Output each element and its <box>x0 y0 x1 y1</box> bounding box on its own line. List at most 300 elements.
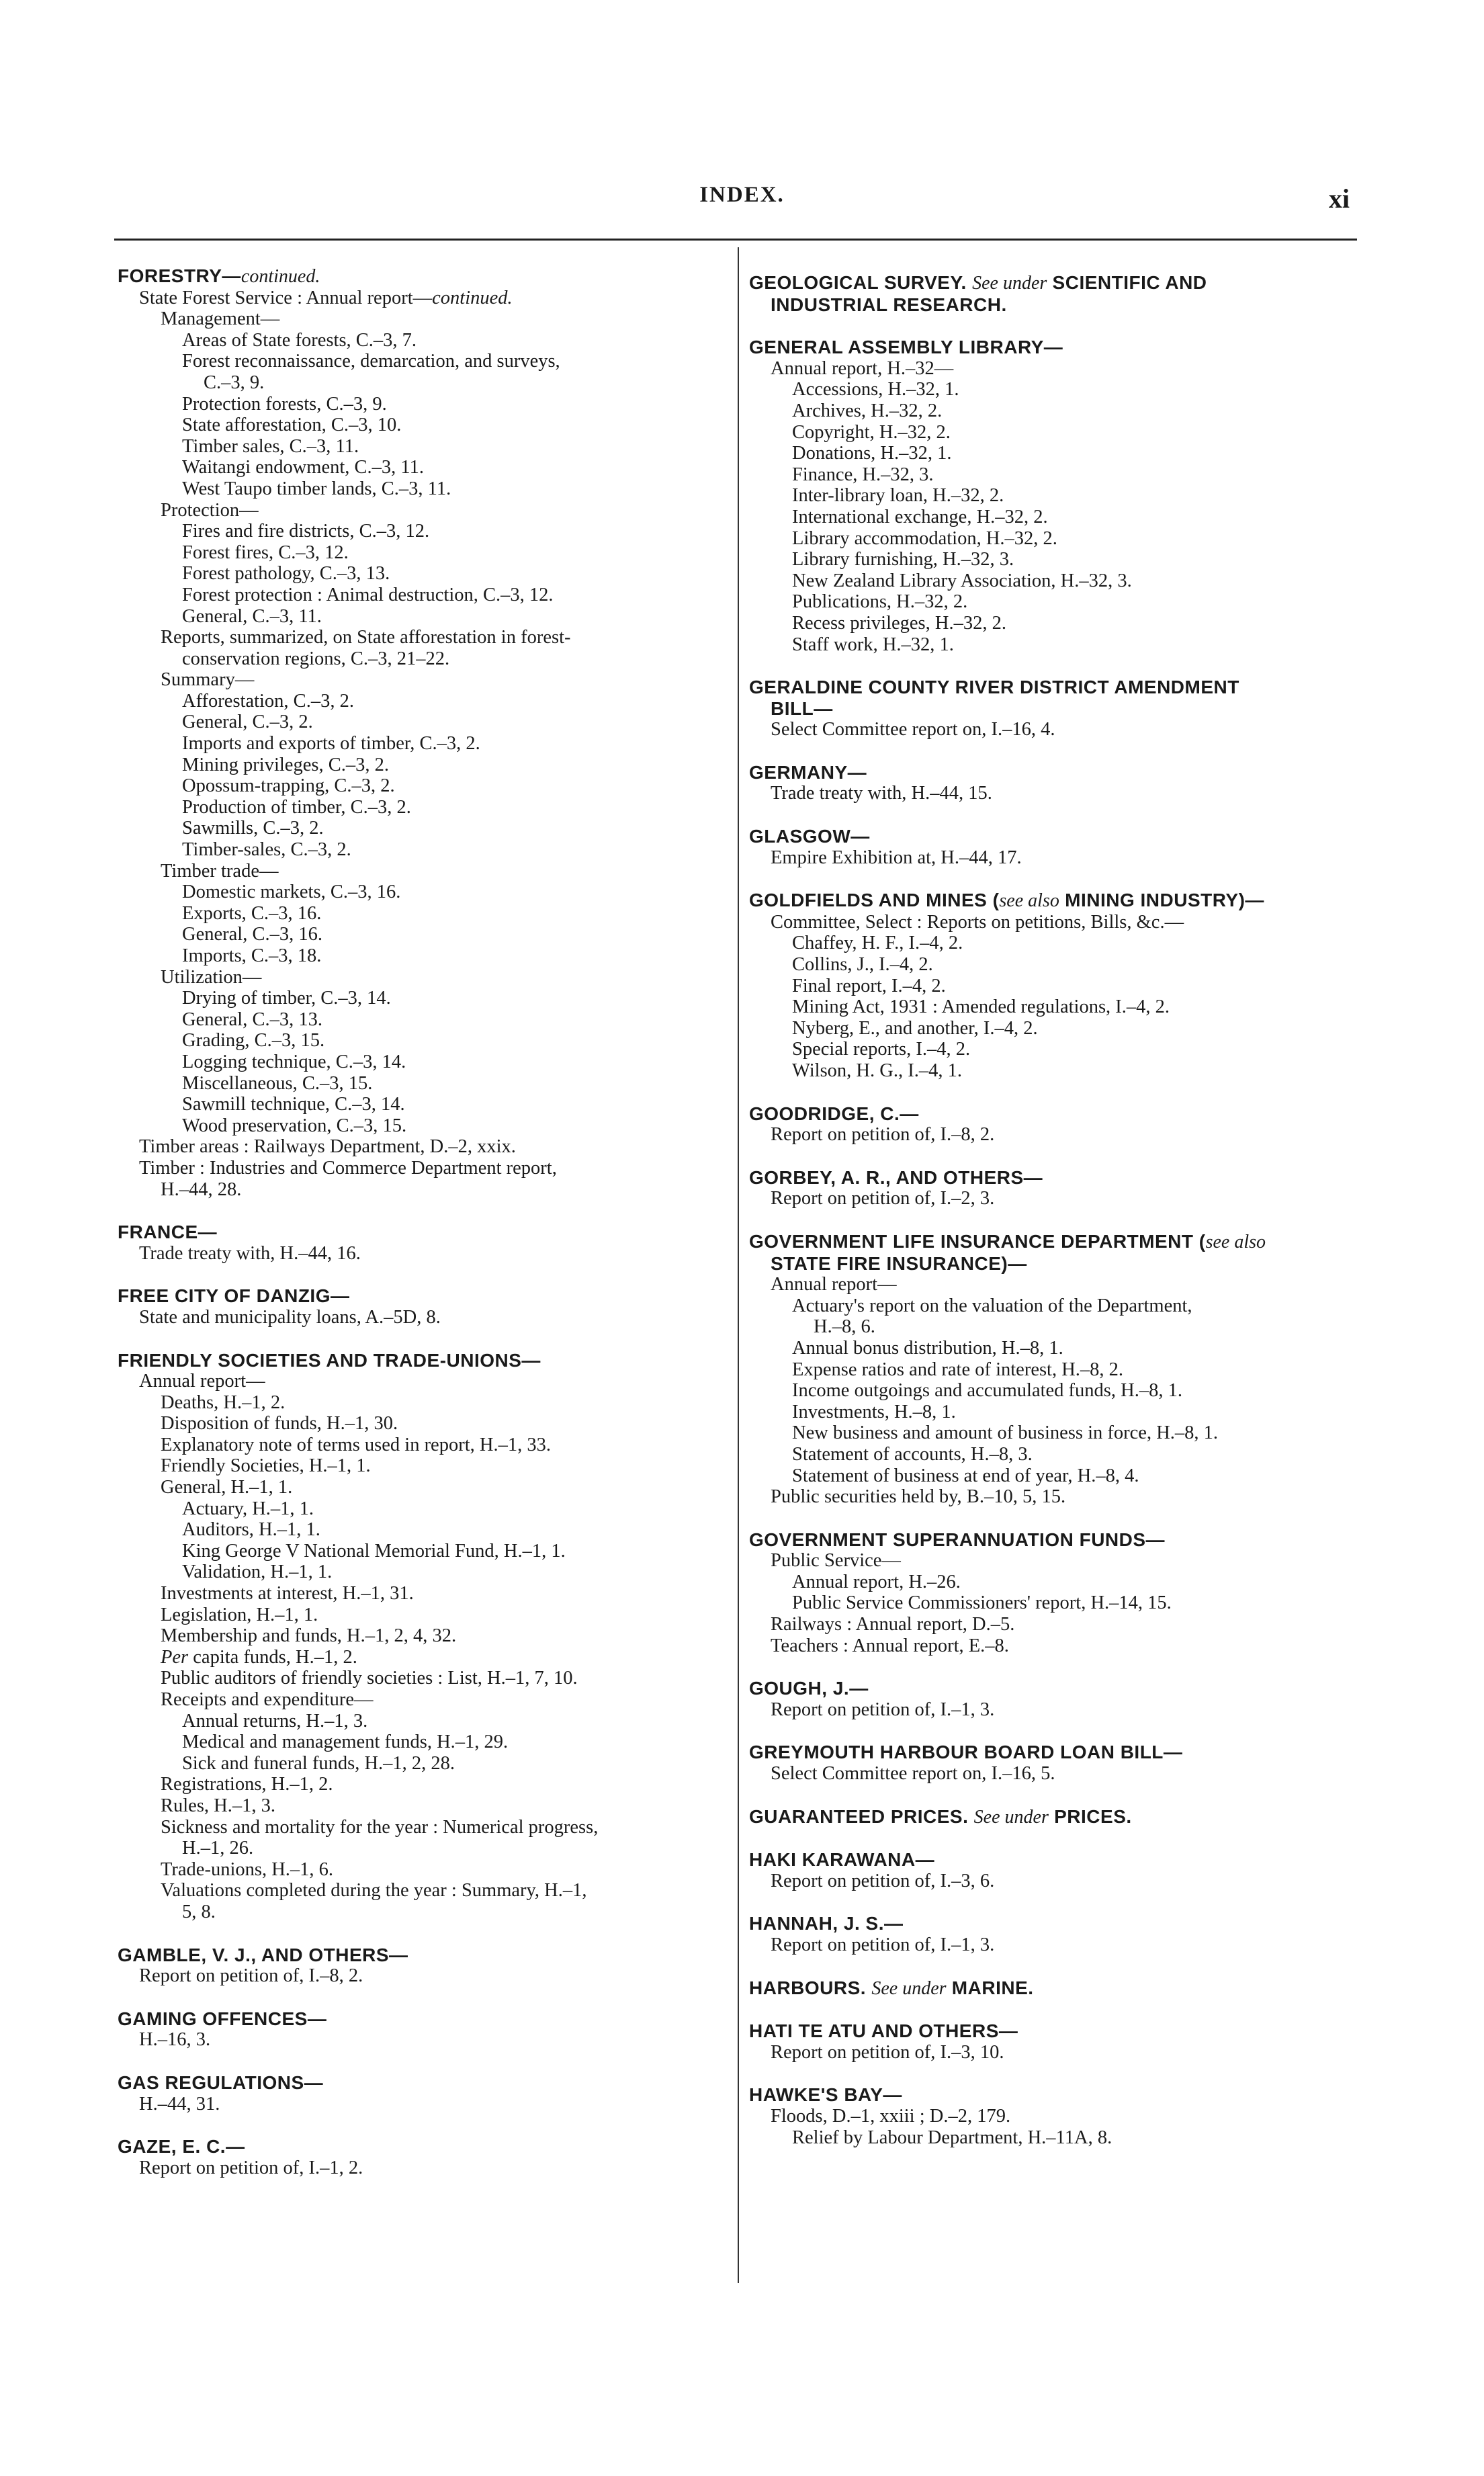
index-entry <box>118 500 722 521</box>
entry-text: GREYMOUTH HARBOUR BOARD LOAN BILL— <box>749 1742 1183 1763</box>
index-entry <box>118 2029 722 2051</box>
entry-text: Publications, H.–32, 2. <box>792 591 968 613</box>
index-heading <box>749 698 1354 720</box>
entry-text: H.–44, 31. <box>139 2093 220 2115</box>
entry-text: Timber : Industries and Commerce Department report, <box>139 1157 557 1179</box>
index-heading <box>749 337 1354 358</box>
entry-text: Sawmill technique, C.–3, 14. <box>182 1094 405 1115</box>
index-entry <box>749 1380 1354 1402</box>
entry-text: Domestic markets, C.–3, 16. <box>182 882 401 903</box>
entry-text: Actuary, H.–1, 1. <box>182 1498 314 1519</box>
entry-text: Wood preservation, C.–3, 15. <box>182 1115 407 1136</box>
entry-text: Teachers : Annual report, E.–8. <box>771 1635 1009 1656</box>
page-title: INDEX. <box>699 183 785 207</box>
entry-text: Annual report— <box>771 1274 897 1295</box>
entry-text: Finance, H.–32, 3. <box>792 464 934 485</box>
entry-text: Collins, J., I.–4, 2. <box>792 954 933 976</box>
entry-text: Explanatory note of terms used in report, H.–1, 33. <box>161 1434 551 1455</box>
entry-text: Committee, Select : Reports on petitions, Bills, &c.— <box>771 911 1184 933</box>
entry-text: West Taupo timber lands, C.–3, 11. <box>182 478 451 499</box>
index-entry <box>118 1115 722 1137</box>
entry-text: Railways : Annual report, D.–5. <box>771 1614 1015 1635</box>
index-entry <box>118 457 722 478</box>
entry-text: Membership and funds, H.–1, 2, 4, 32. <box>161 1625 457 1647</box>
index-heading <box>749 1977 1354 2000</box>
entry-text: Management— <box>161 308 280 330</box>
index-entry <box>749 1060 1354 1082</box>
entry-text: Chaffey, H. F., I.–4, 2. <box>792 933 963 954</box>
entry-text: Library furnishing, H.–32, 3. <box>792 549 1014 570</box>
index-entry <box>749 2042 1354 2063</box>
index-entry <box>749 528 1354 550</box>
index-entry <box>118 967 722 988</box>
entry-text: Forest fires, C.–3, 12. <box>182 542 349 563</box>
index-entry <box>118 988 722 1009</box>
entry-text: Waitangi endowment, C.–3, 11. <box>182 457 424 478</box>
index-entry <box>749 1444 1354 1465</box>
entry-text: Friendly Societies, H.–1, 1. <box>161 1455 371 1477</box>
entry-text: Rules, H.–1, 3. <box>161 1795 275 1816</box>
entry-text: Investments at interest, H.–1, 31. <box>161 1583 414 1605</box>
index-entry <box>749 719 1354 740</box>
italic-text: See under <box>973 1806 1049 1828</box>
entry-text: Production of timber, C.–3, 2. <box>182 796 411 818</box>
entry-text: Annual report, H.–26. <box>792 1571 961 1592</box>
index-entry <box>118 1498 722 1520</box>
index-heading <box>749 1231 1354 1253</box>
italic-text: See under <box>871 1977 947 1999</box>
index-entry <box>749 1338 1354 1359</box>
entry-text: Donations, H.–32, 1. <box>792 443 952 464</box>
entry-text: H.–16, 3. <box>139 2029 211 2051</box>
index-entry <box>118 733 722 755</box>
index-entry <box>749 1039 1354 1060</box>
index-entry <box>118 372 722 394</box>
entry-text: Inter-library loan, H.–32, 2. <box>792 485 1004 507</box>
italic-text: See under <box>972 273 1047 294</box>
entry-text: Mining Act, 1931 : Amended regulations, I.–4, 2. <box>792 996 1170 1018</box>
entry-text: GAMING OFFENCES— <box>118 2008 327 2029</box>
index-entry <box>749 634 1354 656</box>
entry-text: Sickness and mortality for the year : Numerical progress, <box>161 1816 599 1838</box>
entry-text: Valuations completed during the year : Summary, H.–1, <box>161 1880 587 1902</box>
entry-text: Annual returns, H.–1, 3. <box>182 1710 368 1732</box>
entry-text: Imports, C.–3, 18. <box>182 945 322 966</box>
entry-text: GOUGH, J.— <box>749 1678 869 1699</box>
entry-text: Statement of accounts, H.–8, 3. <box>792 1443 1033 1465</box>
entry-text: Report on petition of, I.–8, 2. <box>771 1124 995 1146</box>
entry-text: GOLDFIELDS AND MINES ( <box>749 890 1000 911</box>
index-entry <box>118 1179 722 1201</box>
entry-text: Registrations, H.–1, 2. <box>161 1774 333 1795</box>
index-entry <box>118 1371 722 1392</box>
entry-text: King George V National Memorial Fund, H.–1, 1. <box>182 1540 566 1562</box>
page-number: xi <box>1328 183 1350 214</box>
entry-text: Investments, H.–8, 1. <box>792 1401 956 1422</box>
index-heading <box>749 826 1354 847</box>
index-entry <box>118 563 722 585</box>
entry-text: Report on petition of, I.–3, 6. <box>771 1870 995 1891</box>
entry-text: FRANCE— <box>118 1222 218 1243</box>
entry-text: Sick and funeral funds, H.–1, 2, 28. <box>182 1752 455 1774</box>
index-entry <box>118 1073 722 1095</box>
entry-text: GAZE, E. C.— <box>118 2136 245 2158</box>
index-heading <box>749 762 1354 783</box>
index-entry <box>749 570 1354 592</box>
entry-text: H.–1, 26. <box>182 1838 254 1859</box>
entry-text: Timber areas : Railways Department, D.–2, xxix. <box>139 1136 516 1158</box>
index-entry <box>118 1965 722 1987</box>
entry-text: H.–44, 28. <box>161 1179 242 1200</box>
index-entry <box>118 1732 722 1753</box>
entry-text: Opossum-trapping, C.–3, 2. <box>182 775 395 797</box>
index-entry <box>118 1562 722 1583</box>
entry-text: New business and amount of business in force, H.–8, 1. <box>792 1422 1219 1444</box>
index-entry <box>118 945 722 967</box>
entry-text: Final report, I.–4, 2. <box>792 975 946 996</box>
entry-text: Imports and exports of timber, C.–3, 2. <box>182 733 480 755</box>
index-entry <box>749 1465 1354 1487</box>
index-entry <box>118 1668 722 1689</box>
index-entry <box>118 839 722 861</box>
index-heading <box>118 2072 722 2094</box>
entry-text: Afforestation, C.–3, 2. <box>182 690 354 712</box>
index-entry <box>749 933 1354 954</box>
index-entry <box>118 606 722 628</box>
entry-text: Special reports, I.–4, 2. <box>792 1039 971 1060</box>
entry-text: Protection— <box>161 499 259 521</box>
index-entry <box>118 585 722 606</box>
index-entry <box>118 1477 722 1498</box>
entry-text: GAMBLE, V. J., AND OTHERS— <box>118 1944 408 1965</box>
index-entry <box>118 351 722 372</box>
entry-text: Sawmills, C.–3, 2. <box>182 818 324 839</box>
index-entry <box>118 755 722 776</box>
index-heading <box>118 2136 722 2158</box>
column-divider <box>738 247 739 2283</box>
index-entry <box>749 996 1354 1018</box>
entry-text: INDUSTRIAL RESEARCH. <box>771 294 1007 315</box>
index-entry <box>118 394 722 415</box>
entry-text: Grading, C.–3, 15. <box>182 1030 325 1052</box>
index-entry <box>118 415 722 436</box>
entry-text: Annual report— <box>139 1371 265 1392</box>
index-entry <box>118 1753 722 1775</box>
index-entry <box>749 847 1354 869</box>
index-heading <box>749 1806 1354 1828</box>
index-entry <box>118 903 722 925</box>
index-entry <box>749 443 1354 464</box>
entry-text: Income outgoings and accumulated funds, H.–8, 1. <box>792 1380 1182 1402</box>
index-entry <box>749 591 1354 613</box>
index-heading <box>118 2008 722 2030</box>
index-entry <box>118 288 722 309</box>
index-entry <box>749 1316 1354 1338</box>
entry-text: Report on petition of, I.–1, 2. <box>139 2157 363 2178</box>
italic-text: Per <box>161 1646 189 1668</box>
index-entry <box>749 1486 1354 1508</box>
index-entry <box>749 1124 1354 1146</box>
entry-text: Nyberg, E., and another, I.–4, 2. <box>792 1017 1038 1039</box>
index-entry <box>118 308 722 330</box>
entry-text: Floods, D.–1, xxiii ; D.–2, 179. <box>771 2105 1011 2127</box>
index-heading <box>749 2084 1354 2106</box>
index-entry <box>118 861 722 882</box>
entry-text: Accessions, H.–32, 1. <box>792 379 959 400</box>
index-entry <box>749 549 1354 570</box>
index-entry <box>118 1817 722 1838</box>
entry-text: Archives, H.–32, 2. <box>792 400 943 421</box>
index-heading <box>749 294 1354 316</box>
entry-text: Validation, H.–1, 1. <box>182 1562 333 1583</box>
index-heading <box>749 1849 1354 1871</box>
entry-text: Select Committee report on, I.–16, 4. <box>771 719 1055 740</box>
index-entry <box>118 1009 722 1031</box>
italic-text: continued. <box>432 287 513 308</box>
entry-text: International exchange, H.–32, 2. <box>792 506 1048 527</box>
index-entry <box>118 797 722 818</box>
entry-text: Forest reconnaissance, demarcation, and surveys, <box>182 351 560 372</box>
entry-text: Trade treaty with, H.–44, 15. <box>771 783 992 804</box>
index-entry <box>749 1018 1354 1039</box>
index-heading <box>749 1742 1354 1763</box>
entry-text: Disposition of funds, H.–1, 30. <box>161 1413 398 1435</box>
entry-text: HARBOURS. <box>749 1977 872 1998</box>
entry-text: GERALDINE COUNTY RIVER DISTRICT AMENDMENT <box>749 677 1239 698</box>
italic-text: continued. <box>241 266 320 287</box>
entry-text: Miscellaneous, C.–3, 15. <box>182 1072 373 1094</box>
entry-text: GLASGOW— <box>749 826 870 847</box>
entry-text: FORESTRY <box>118 265 222 286</box>
entry-text: General, C.–3, 2. <box>182 712 313 733</box>
index-entry <box>118 818 722 839</box>
index-entry <box>118 1413 722 1435</box>
entry-text: New Zealand Library Association, H.–32, 3. <box>792 570 1132 591</box>
entry-text: General, C.–3, 16. <box>182 924 322 945</box>
index-entry <box>749 1699 1354 1721</box>
index-column-left <box>118 265 722 2178</box>
index-entry <box>749 485 1354 507</box>
index-heading <box>118 1945 722 1966</box>
entry-text: General, C.–3, 13. <box>182 1009 322 1030</box>
entry-text: Reports, summarized, on State afforestation in forest- <box>161 627 571 648</box>
index-entry <box>749 613 1354 634</box>
index-entry <box>118 436 722 458</box>
entry-text: C.–3, 9. <box>204 372 265 393</box>
index-entry <box>749 783 1354 804</box>
index-entry <box>749 1402 1354 1423</box>
entry-text: Timber-sales, C.–3, 2. <box>182 839 351 861</box>
entry-text: Recess privileges, H.–32, 2. <box>792 612 1006 634</box>
index-entry <box>118 1052 722 1073</box>
index-entry <box>118 330 722 351</box>
entry-text: GENERAL ASSEMBLY LIBRARY— <box>749 337 1063 358</box>
index-entry <box>118 924 722 945</box>
index-heading <box>749 2020 1354 2042</box>
index-entry <box>118 478 722 500</box>
entry-text: Utilization— <box>161 966 262 988</box>
index-entry <box>749 422 1354 443</box>
entry-text: — <box>222 265 241 286</box>
entry-text: H.–8, 6. <box>814 1316 875 1338</box>
index-entry <box>118 1859 722 1881</box>
index-entry <box>749 1614 1354 1635</box>
index-entry <box>118 1541 722 1562</box>
entry-text: Receipts and expenditure— <box>161 1689 374 1710</box>
index-entry <box>749 1550 1354 1572</box>
entry-text: STATE FIRE INSURANCE)— <box>771 1252 1027 1274</box>
index-entry <box>749 1422 1354 1444</box>
entry-text: GORBEY, A. R., AND OTHERS— <box>749 1166 1043 1188</box>
entry-text: Copyright, H.–32, 2. <box>792 421 951 443</box>
entry-text: Logging technique, C.–3, 14. <box>182 1051 406 1072</box>
index-heading <box>749 1913 1354 1934</box>
entry-text: State Forest Service : Annual report— <box>139 287 433 308</box>
entry-text: Summary— <box>161 669 255 691</box>
entry-text: Timber trade— <box>161 860 279 882</box>
index-heading <box>749 890 1354 912</box>
index-entry <box>118 691 722 712</box>
index-entry <box>118 1435 722 1456</box>
entry-text: Report on petition of, I.–8, 2. <box>139 1965 363 1987</box>
index-heading <box>749 1103 1354 1125</box>
index-entry <box>118 1880 722 1902</box>
index-entry <box>749 1635 1354 1657</box>
entry-text: Relief by Labour Department, H.–11A, 8. <box>792 2127 1112 2148</box>
entry-text: Fires and fire districts, C.–3, 12. <box>182 521 430 542</box>
entry-text: Exports, C.–3, 16. <box>182 902 322 924</box>
entry-text: Public securities held by, B.–10, 5, 15. <box>771 1486 1066 1508</box>
entry-text: Timber sales, C.–3, 11. <box>182 435 359 457</box>
index-entry <box>118 1838 722 1859</box>
entry-text: Auditors, H.–1, 1. <box>182 1519 320 1541</box>
entry-text: HANNAH, J. S.— <box>749 1913 904 1934</box>
index-heading <box>749 1529 1354 1551</box>
entry-text: Medical and management funds, H.–1, 29. <box>182 1732 509 1753</box>
index-entry <box>118 1605 722 1626</box>
index-entry <box>749 358 1354 380</box>
index-entry <box>118 1711 722 1732</box>
index-column-right <box>749 272 1354 2148</box>
entry-text: GERMANY— <box>749 761 867 783</box>
entry-text: Public auditors of friendly societies : List, H.–1, 7, 10. <box>161 1668 578 1689</box>
index-entry <box>749 507 1354 528</box>
index-entry <box>118 1030 722 1052</box>
entry-text: Drying of timber, C.–3, 14. <box>182 988 391 1009</box>
entry-text: Deaths, H.–1, 2. <box>161 1392 286 1413</box>
entry-text: PRICES. <box>1048 1805 1132 1827</box>
index-entry <box>118 1243 722 1265</box>
entry-text: Annual bonus distribution, H.–8, 1. <box>792 1337 1063 1359</box>
entry-text: Forest pathology, C.–3, 13. <box>182 563 390 585</box>
index-entry <box>749 1871 1354 1892</box>
italic-text: see also <box>1205 1231 1266 1252</box>
index-entry <box>118 1136 722 1158</box>
index-entry <box>118 521 722 542</box>
index-entry <box>749 2106 1354 2127</box>
index-heading <box>749 272 1354 294</box>
index-entry <box>118 1625 722 1647</box>
index-entry <box>749 1572 1354 1593</box>
index-entry <box>749 379 1354 400</box>
index-entry <box>749 1295 1354 1317</box>
index-entry <box>118 627 722 648</box>
entry-text: Report on petition of, I.–3, 10. <box>771 2041 1004 2063</box>
index-entry <box>118 1902 722 1923</box>
index-entry <box>749 1359 1354 1381</box>
entry-text: GOODRIDGE, C.— <box>749 1103 919 1124</box>
entry-text: Actuary's report on the valuation of the Department, <box>792 1295 1192 1316</box>
entry-text: Library accommodation, H.–32, 2. <box>792 527 1057 549</box>
index-entry <box>749 2127 1354 2149</box>
entry-text: Statement of business at end of year, H.–8, 4. <box>792 1465 1139 1486</box>
entry-text: Trade treaty with, H.–44, 16. <box>139 1242 361 1264</box>
entry-text: State afforestation, C.–3, 10. <box>182 415 402 436</box>
index-heading <box>118 1350 722 1371</box>
index-entry <box>118 1519 722 1541</box>
entry-text: GEOLOGICAL SURVEY. <box>749 272 973 293</box>
index-heading <box>118 265 722 288</box>
entry-text: GOVERNMENT LIFE INSURANCE DEPARTMENT ( <box>749 1230 1206 1252</box>
entry-text: Legislation, H.–1, 1. <box>161 1604 318 1625</box>
index-entry <box>118 882 722 903</box>
index-heading <box>749 677 1354 698</box>
entry-text: SCIENTIFIC AND <box>1047 272 1207 293</box>
index-entry <box>749 1763 1354 1785</box>
entry-text: HAKI KARAWANA— <box>749 1849 935 1871</box>
entry-text: HATI TE ATU AND OTHERS— <box>749 2020 1018 2042</box>
index-entry <box>118 1392 722 1414</box>
entry-text: Report on petition of, I.–2, 3. <box>771 1188 995 1209</box>
index-entry <box>749 954 1354 976</box>
entry-text: General, H.–1, 1. <box>161 1477 293 1498</box>
entry-text: Public Service— <box>771 1550 901 1572</box>
entry-text: State and municipality loans, A.–5D, 8. <box>139 1306 441 1328</box>
header-divider <box>114 239 1357 241</box>
entry-text: Report on petition of, I.–1, 3. <box>771 1934 995 1955</box>
entry-text: Report on petition of, I.–1, 3. <box>771 1699 995 1720</box>
index-entry <box>118 1307 722 1328</box>
entry-text: General, C.–3, 11. <box>182 605 322 627</box>
entry-text: GOVERNMENT SUPERANNUATION FUNDS— <box>749 1529 1166 1550</box>
index-entry <box>118 1647 722 1668</box>
entry-text: FRIENDLY SOCIETIES AND TRADE-UNIONS— <box>118 1349 541 1371</box>
index-entry <box>749 1274 1354 1295</box>
index-entry <box>118 542 722 564</box>
entry-text: Trade-unions, H.–1, 6. <box>161 1859 334 1880</box>
index-entry <box>118 1583 722 1605</box>
index-entry <box>118 1158 722 1179</box>
index-entry <box>118 1795 722 1817</box>
index-entry <box>749 400 1354 422</box>
entry-text: Protection forests, C.–3, 9. <box>182 393 387 415</box>
index-entry <box>749 1188 1354 1209</box>
entry-text: Forest protection : Animal destruction, C.–3, 12. <box>182 584 554 605</box>
index-entry <box>118 669 722 691</box>
entry-text: GUARANTEED PRICES. <box>749 1805 974 1827</box>
index-heading <box>749 1678 1354 1699</box>
entry-text: capita funds, H.–1, 2. <box>188 1646 357 1668</box>
entry-text: Staff work, H.–32, 1. <box>792 634 954 655</box>
index-heading <box>749 1167 1354 1189</box>
entry-text: BILL— <box>771 697 833 719</box>
index-entry <box>749 464 1354 486</box>
index-entry <box>118 2094 722 2115</box>
entry-text: Public Service Commissioners' report, H.–14, 15. <box>792 1592 1172 1614</box>
index-entry <box>749 912 1354 933</box>
entry-text: GAS REGULATIONS— <box>118 2072 324 2093</box>
entry-text: FREE CITY OF DANZIG— <box>118 1285 350 1307</box>
